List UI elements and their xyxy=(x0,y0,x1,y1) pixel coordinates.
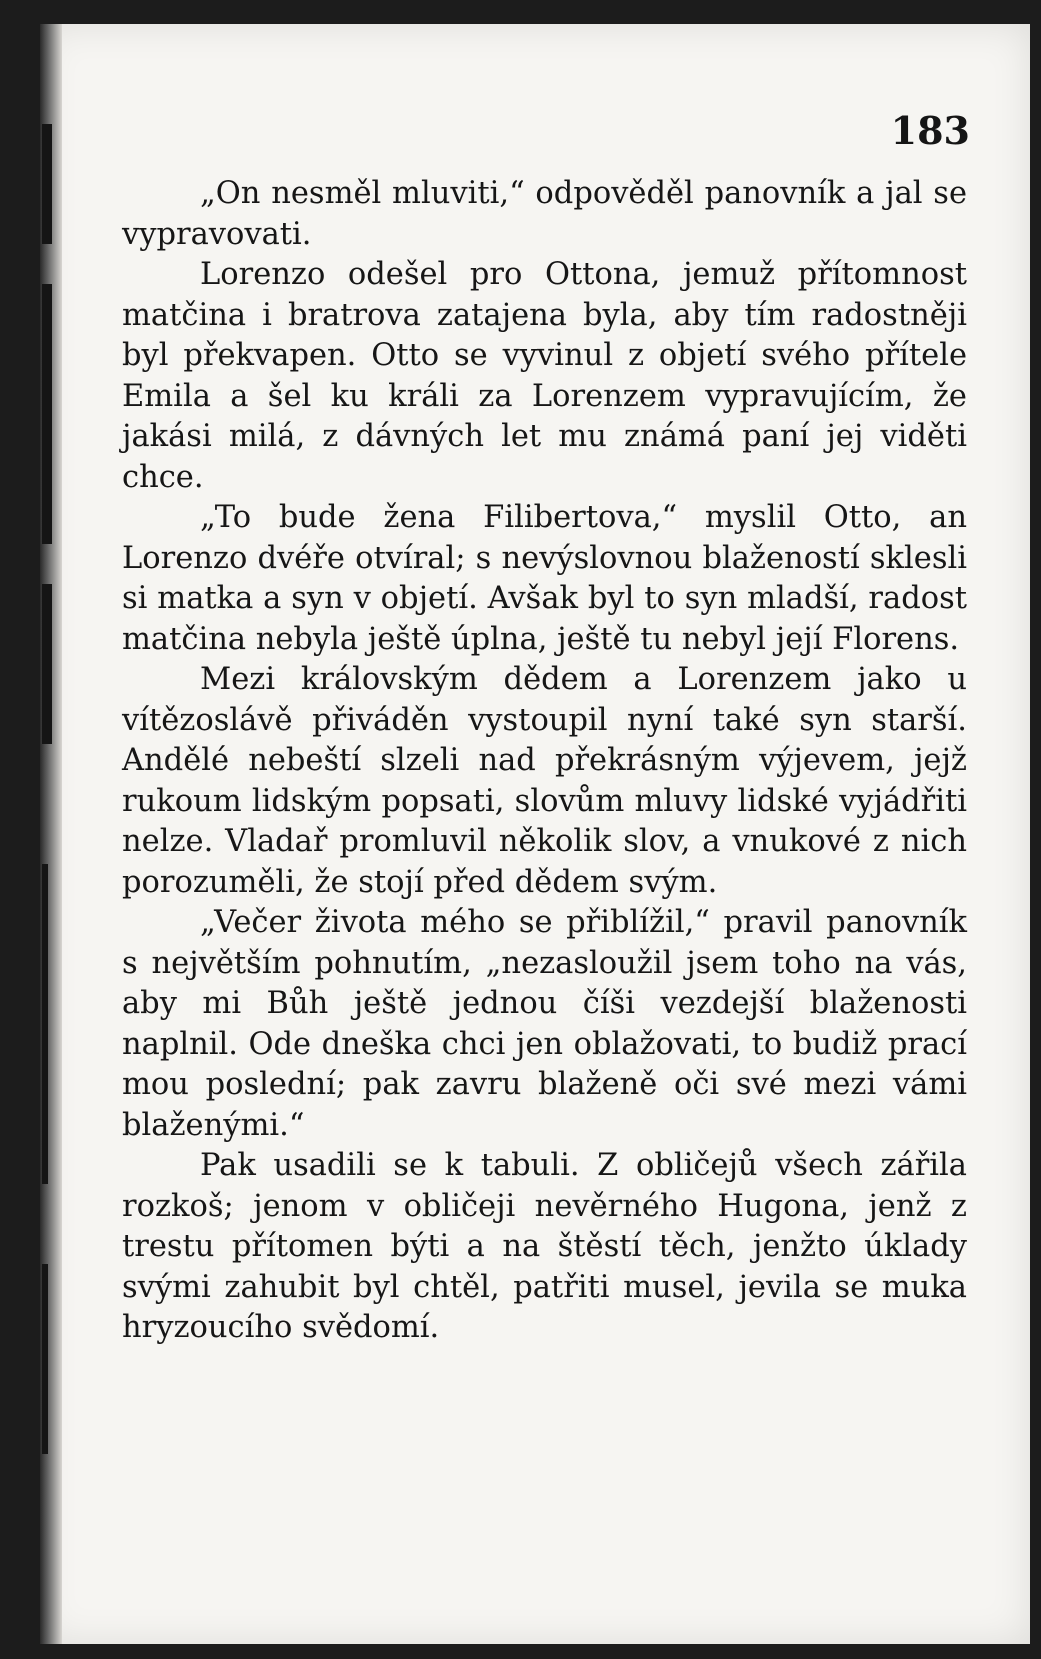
paragraph: Pak usadili se k tabuli. Z obličejů všech zářila rozkoš; jenom v obličeji nevěrného Hugona, jenž z trestu přítomen býti a na štěstí těch, jenžto úklady svými zahubit byl chtěl, patřiti musel, jevila se muka hryzoucího svědomí. xyxy=(122,1148,967,1345)
book-page xyxy=(40,24,1030,1644)
page-number: 183 xyxy=(890,108,970,153)
paragraph: „To bude žena Filibertova,“ myslil Otto, an Lorenzo dvéře otvíral; s nevýslovnou blažeností sklesli si matka a syn v objetí. Avšak byl to syn mladší, radost matčina nebyla ještě úplna, ještě tu nebyl její Florens. xyxy=(122,500,967,657)
paragraph: „On nesměl mluviti,“ odpověděl panovník a jal se vypravovati. xyxy=(122,176,967,252)
paragraph: Lorenzo odešel pro Ottona, jemuž přítomnost matčina i bratrova zatajena byla, aby tím radostněji byl překvapen. Otto se vyvinul z objetí svého přítele Emila a šel ku králi za Lorenzem vypravujícím, že jakási milá, z dávných let mu známá paní jej viděti chce. xyxy=(122,257,967,495)
binding-mark xyxy=(42,124,52,244)
binding-mark xyxy=(42,864,48,1184)
body-text xyxy=(122,174,967,1349)
binding-mark xyxy=(42,284,52,544)
paragraph: „Večer života mého se přiblížil,“ pravil panovník s největším pohnutím, „nezasloužil jsem toho na vás, aby mi Bůh ještě jednou číši vezdejší blaženosti naplnil. Ode dneška chci jen oblažovati, to budiž prací mou poslední; pak zavru blaženě oči své mezi vámi blaženými.“ xyxy=(122,905,967,1143)
paragraph: Mezi královským dědem a Lorenzem jako u vítězoslávě přiváděn vystoupil nyní také syn starší. Andělé nebeští slzeli nad překrásným výjevem, jejž rukoum lidským popsati, slovům mluvy lidské vyjádřiti nelze. Vladař promluvil několik slov, a vnukové z nich porozuměli, že stojí před dědem svým. xyxy=(122,662,967,900)
binding-edge xyxy=(40,24,62,1644)
binding-mark xyxy=(42,1264,48,1454)
binding-mark xyxy=(42,584,52,744)
